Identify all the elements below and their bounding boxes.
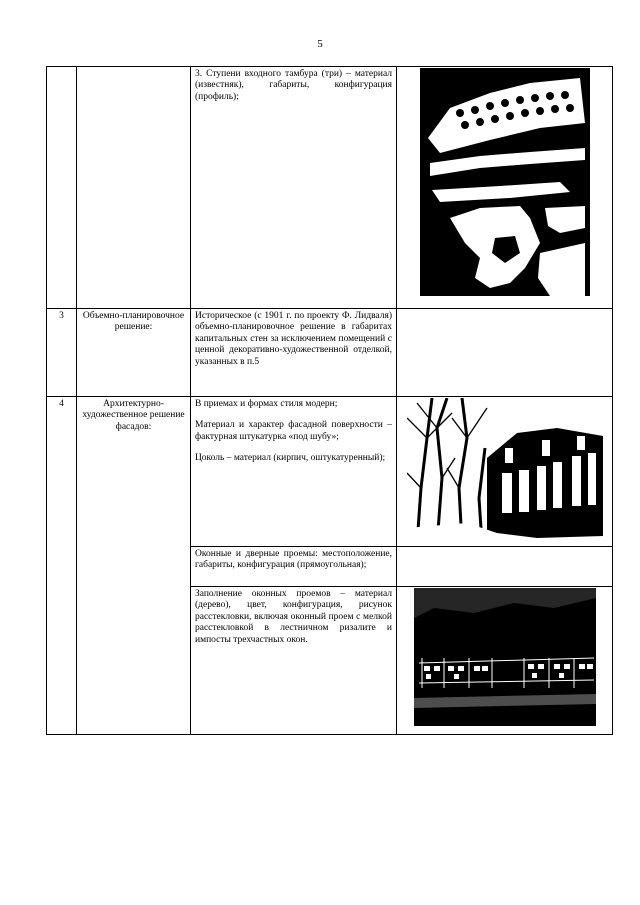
window-filling-text: Заполнение оконных проемов – материал (дерево), цвет, конфигурация, рисунок расстекловки, включая оконный проем с мелкой расстекловкой в лестничном ризалите и импосты трехчастных окон. [195,589,392,645]
stairs-text: 3. Ступени входного тамбура (три) – материал (известняк), габариты, конфигурация (профиль); [195,69,392,102]
row-name: Архитектурно-художественное решение фасадов: [77,397,191,735]
row-text-cell [191,397,397,547]
photo-cell [397,67,613,309]
row-text-cell [191,67,397,309]
page-number: 5 [317,38,323,50]
row-name: Объемно-планировочное решение: [77,309,191,397]
plinth-text: Цоколь – материал (кирпич, оштукатуренный); [195,453,386,464]
stairs-photo [420,68,590,296]
window-photo [414,588,596,726]
openings-text: Оконные и дверные проемы: местоположение, габариты, конфигурация (прямоугольная); [195,549,392,571]
table-row [47,397,613,547]
row-text-cell [191,587,397,735]
protection-subject-table [46,66,613,735]
planning-text: Историческое (с 1901 г. по проекту Ф. Лидваля) объемно-планировочное решение в габаритах капитальных стен за исключением помещений с ценной декоративно-художественной отделкой, указанных в п.5 [195,311,392,367]
row-number: 4 [47,397,77,735]
photo-cell [397,397,613,547]
style-text: В приемах и формах стиля модерн; [195,399,338,409]
table-row [47,309,613,397]
table-row [47,67,613,309]
facade-material-text: Материал и характер фасадной поверхности – фактурная штукатурка «под шубу»; [195,420,392,442]
photo-cell [397,587,613,735]
row-text-cell [191,309,397,397]
row-name-cell [77,67,191,309]
empty-cell [397,547,613,587]
facade-photo [407,398,603,544]
row-text-cell [191,547,397,587]
empty-cell [397,309,613,397]
row-number-cell [47,67,77,309]
row-number: 3 [47,309,77,397]
